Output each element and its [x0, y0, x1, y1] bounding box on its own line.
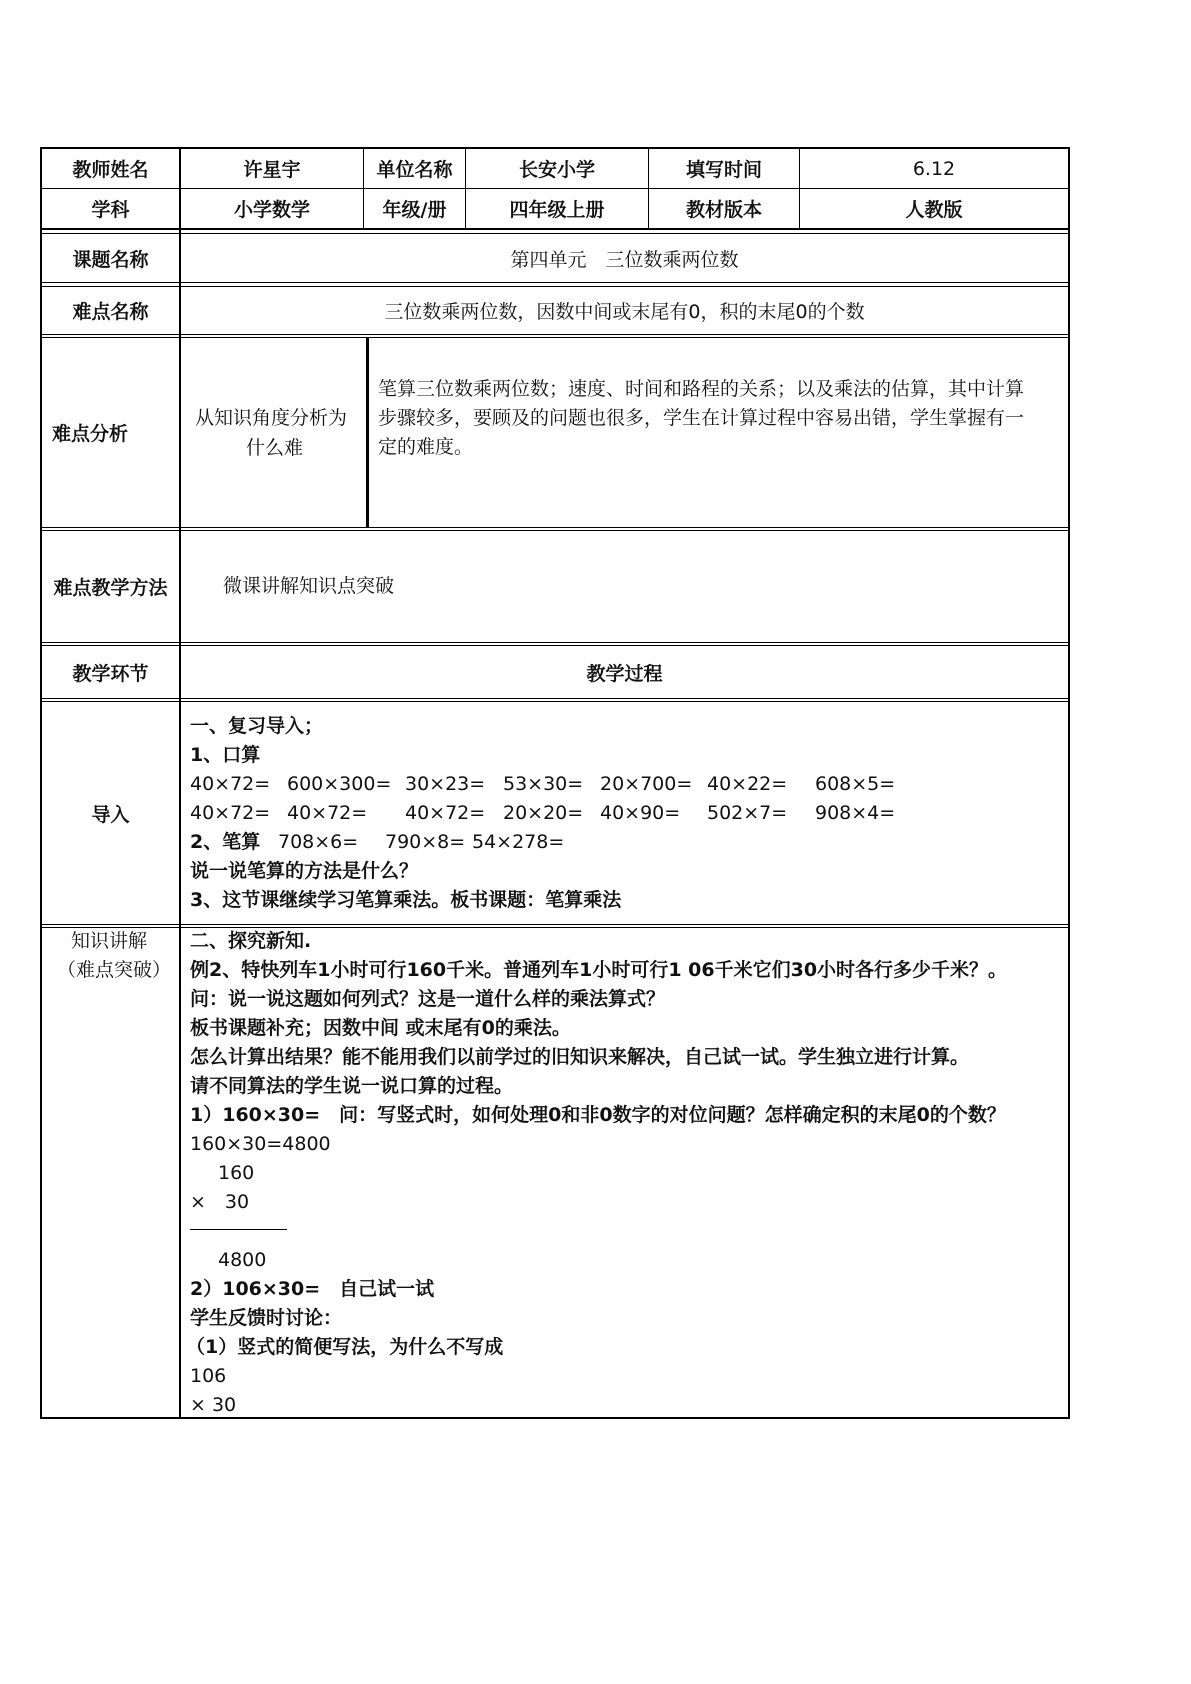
table-line — [40, 228, 1070, 230]
intro-label: 导入 — [91, 803, 130, 826]
part-1-result: 160×30=4800 — [190, 1133, 331, 1155]
teacher-name-label: 教师姓名 — [72, 159, 149, 181]
intro-step3: 3、这节课继续学习笔算乘法。板书课题：笔算乘法 — [190, 889, 622, 911]
knowledge-label-line2: （难点突破） — [57, 959, 172, 981]
grade-value: 四年级上册 — [509, 199, 605, 221]
written-item: 54×278= — [472, 831, 565, 853]
method-label: 难点教学方法 — [53, 577, 168, 599]
process-header: 教学过程 — [586, 662, 663, 685]
how-to-calc: 怎么计算出结果？能不能用我们以前学过的旧知识来解决，自己试一试。学生独立进行计算。 — [190, 1046, 970, 1068]
vertical-result: 4800 — [218, 1249, 267, 1271]
oral-item: 908×4= — [815, 802, 896, 824]
vertical-top: 160 — [218, 1162, 255, 1184]
table-line — [40, 642, 1070, 643]
oral-item: 502×7= — [707, 802, 788, 824]
feedback-discussion: 学生反馈时讨论： — [190, 1307, 343, 1329]
table-line — [40, 701, 1070, 702]
oral-item: 40×72= — [405, 802, 486, 824]
analysis-sub-label-line1: 从知识角度分析为 — [195, 407, 348, 429]
table-line — [40, 924, 1070, 925]
table-line — [40, 527, 1070, 528]
table-line — [1068, 147, 1070, 1419]
vertical2-multiplier: × 30 — [190, 1394, 237, 1416]
vertical-multiplier: × 30 — [190, 1191, 250, 1213]
topic-value: 第四单元 三位数乘两位数 — [510, 248, 739, 271]
question-1: 问：说一说这题如何列式？这是一道什么样的乘法算式？ — [190, 988, 666, 1010]
analysis-text-line3: 定的难度。 — [378, 436, 474, 458]
oral-item: 20×20= — [503, 802, 584, 824]
oral-item: 40×72= — [287, 802, 368, 824]
table-line — [40, 530, 1070, 531]
sub-question-1: （1）竖式的简便写法，为什么不写成 — [186, 1336, 504, 1358]
part-1: 1）160×30= 问：写竖式时，如何处理0和非0数字的对位问题？怎样确定积的末尾0的个数？ — [190, 1104, 1006, 1126]
subject-label: 学科 — [91, 199, 130, 221]
vertical2-top: 106 — [190, 1365, 227, 1387]
table-line — [40, 698, 1070, 699]
fill-date-value: 6.12 — [912, 157, 956, 180]
difficulty-label: 难点名称 — [72, 301, 149, 323]
part-2: 2）106×30= 自己试一试 — [190, 1278, 435, 1300]
oral-item: 40×90= — [600, 802, 681, 824]
knowledge-label-line1: 知识讲解 — [71, 930, 148, 952]
example-text: 例2、特快列车1小时可行160千米。普通列车1小时可行1 06千米它们30小时各行多少千米？。 — [190, 959, 1008, 981]
oral-item: 40×72= — [190, 802, 271, 824]
analysis-text-line1: 笔算三位数乘两位数；速度、时间和路程的关系；以及乘法的估算，其中计算 — [378, 378, 1025, 400]
table-line — [40, 927, 1070, 928]
oral-item: 30×23= — [405, 773, 486, 795]
subject-value: 小学数学 — [233, 199, 310, 221]
topic-label: 课题名称 — [72, 248, 149, 271]
oral-item: 40×72= — [190, 773, 271, 795]
analysis-label: 难点分析 — [52, 423, 129, 445]
table-line — [366, 337, 369, 528]
table-line — [40, 337, 1070, 338]
analysis-text-line2: 步骤较多，要顾及的问题也很多，学生在计算过程中容易出错，学生掌握有一 — [378, 407, 1025, 429]
ask-students: 请不同算法的学生说一说口算的过程。 — [190, 1075, 514, 1097]
oral-item: 20×700= — [600, 773, 693, 795]
grade-label: 年级/册 — [382, 199, 447, 221]
process-step-label: 教学环节 — [72, 662, 149, 685]
difficulty-value: 三位数乘两位数，因数中间或末尾有0，积的末尾0的个数 — [384, 301, 865, 323]
written-item: 790×8= — [385, 831, 466, 853]
board-supplement: 板书课题补充；因数中间 或末尾有0的乘法。 — [190, 1017, 571, 1039]
unit-name-label: 单位名称 — [376, 159, 453, 181]
analysis-sub-label-line2: 什么难 — [246, 437, 304, 459]
teacher-name-value: 许星宇 — [243, 159, 301, 181]
table-line — [179, 147, 181, 1419]
knowledge-heading: 二、探究新知. — [190, 930, 312, 952]
oral-title: 1、口算 — [190, 744, 261, 766]
fill-date-label: 填写时间 — [685, 159, 762, 181]
written-item: 708×6= — [278, 831, 359, 853]
edition-value: 人教版 — [905, 199, 963, 221]
unit-name-value: 长安小学 — [518, 159, 595, 181]
vertical-rule — [190, 1229, 287, 1230]
oral-item: 53×30= — [503, 773, 584, 795]
table-line — [40, 334, 1070, 335]
oral-item: 608×5= — [815, 773, 896, 795]
table-line — [40, 282, 1070, 283]
intro-heading: 一、复习导入； — [190, 715, 324, 737]
method-value: 微课讲解知识点突破 — [223, 575, 395, 597]
oral-item: 40×22= — [707, 773, 788, 795]
table-line — [40, 1417, 1070, 1419]
method-question: 说一说笔算的方法是什么？ — [190, 860, 419, 882]
written-title: 2、笔算 — [190, 831, 261, 853]
oral-item: 600×300= — [287, 773, 392, 795]
edition-label: 教材版本 — [685, 199, 762, 221]
